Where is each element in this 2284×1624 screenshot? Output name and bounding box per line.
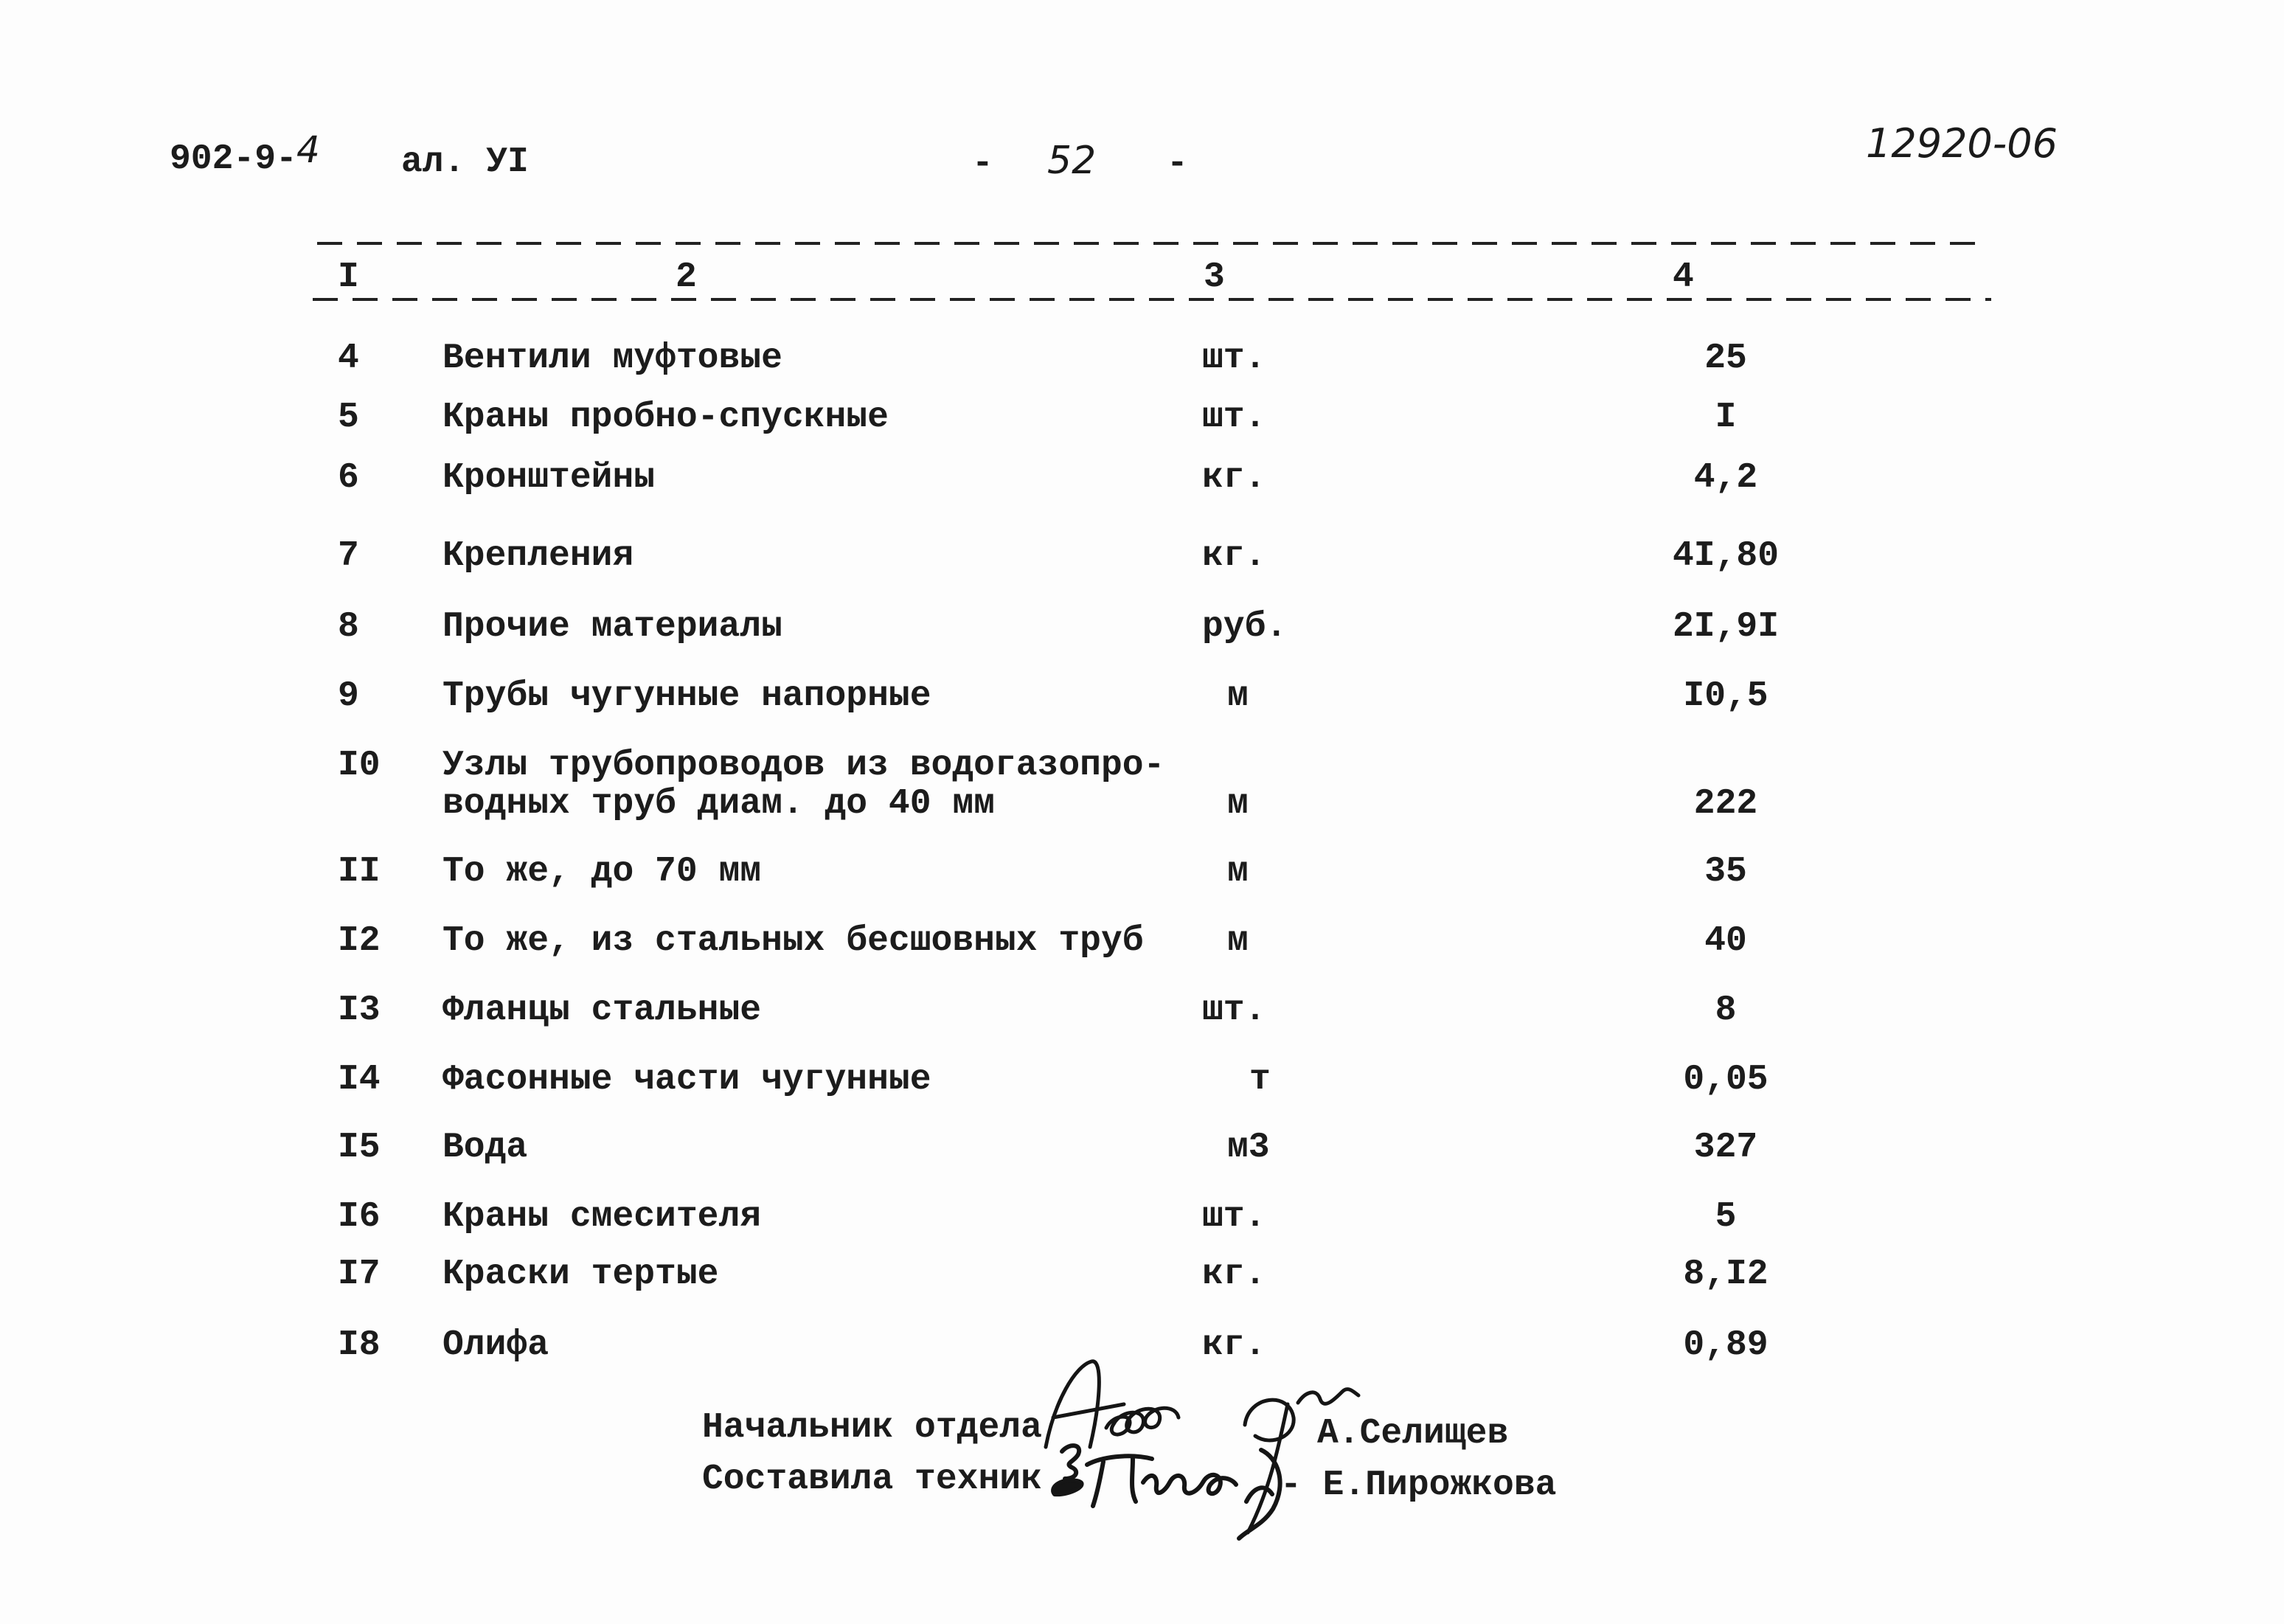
row-item-name-line-2: водных труб диам. до 40 мм	[442, 784, 995, 824]
signature-technician	[1053, 1446, 1280, 1538]
technician-name: - Е.Пирожкова	[1280, 1465, 1557, 1505]
row-quantity: 222	[1693, 784, 1758, 824]
row-unit: кг.	[1202, 536, 1266, 576]
row-item-name: Крепления	[442, 536, 634, 576]
row-item-name: Олифа	[442, 1325, 549, 1365]
row-unit: м	[1227, 921, 1249, 961]
row-number: I6	[338, 1197, 381, 1237]
row-number: I7	[338, 1255, 381, 1294]
row-unit: кг.	[1202, 458, 1266, 498]
row-item-name: Фасонные части чугунные	[442, 1060, 931, 1100]
row-unit: кг.	[1202, 1255, 1266, 1294]
row-item-name: Краны смесителя	[442, 1197, 762, 1237]
row-quantity: 5	[1715, 1197, 1737, 1237]
row-quantity: 0,89	[1683, 1325, 1768, 1365]
head-of-department-name: А.Селищев	[1317, 1414, 1509, 1454]
row-unit: м	[1227, 852, 1249, 892]
row-quantity: 8	[1715, 990, 1737, 1030]
row-number: I8	[338, 1325, 381, 1365]
row-number: 6	[338, 458, 359, 498]
row-number: I2	[338, 921, 381, 961]
row-number: I0	[338, 746, 381, 785]
row-quantity: 4,2	[1693, 458, 1758, 498]
row-quantity: 0,05	[1683, 1060, 1768, 1100]
column-header-2: 2	[676, 257, 697, 297]
row-item-name: Прочие материалы	[442, 607, 782, 647]
row-unit: шт.	[1202, 339, 1266, 378]
row-number: I5	[338, 1128, 381, 1167]
row-number: 8	[338, 607, 359, 647]
row-item-name-line-1: Узлы трубопроводов из водогазопро-	[442, 746, 1165, 785]
column-header-1: I	[338, 257, 359, 297]
row-item-name: Фланцы стальные	[442, 990, 762, 1030]
row-quantity: 327	[1693, 1128, 1758, 1167]
row-item-name: Вентили муфтовые	[442, 339, 782, 378]
row-quantity: 35	[1704, 852, 1747, 892]
row-unit: м	[1227, 784, 1249, 824]
row-quantity: 40	[1704, 921, 1747, 961]
row-item-name: Вода	[442, 1128, 528, 1167]
row-number: 4	[338, 339, 359, 378]
row-item-name: Кронштейны	[442, 458, 656, 498]
row-number: I3	[338, 990, 381, 1030]
head-of-department-title: Начальник отдела	[702, 1408, 1042, 1448]
row-number: II	[338, 852, 381, 892]
row-item-name: Трубы чугунные напорные	[442, 676, 931, 716]
row-quantity: 25	[1704, 339, 1747, 378]
row-item-name: То же, из стальных бесшовных труб	[442, 921, 1144, 961]
row-quantity: 4I,80	[1672, 536, 1780, 576]
album-label: ал. УI	[401, 142, 529, 182]
page-number-dash-left: -	[972, 144, 993, 184]
row-unit: м3	[1227, 1128, 1270, 1167]
row-item-name: Краны пробно-спускные	[442, 398, 889, 437]
document-code-handwritten-suffix: 4	[296, 128, 320, 171]
row-quantity: I0,5	[1683, 676, 1768, 716]
row-unit: т	[1249, 1060, 1271, 1100]
row-unit: кг.	[1202, 1325, 1266, 1365]
technician-title: Составила техник	[702, 1460, 1042, 1499]
archive-number: 12920-06	[1866, 120, 2058, 167]
page-number-dash-right: -	[1167, 144, 1188, 184]
row-quantity: I	[1715, 398, 1737, 437]
row-number: 9	[338, 676, 359, 716]
row-number: 5	[338, 398, 359, 437]
row-quantity: 2I,9I	[1672, 607, 1780, 647]
row-unit: м	[1227, 676, 1249, 716]
column-header-3: 3	[1204, 257, 1225, 297]
row-unit: шт.	[1202, 398, 1266, 437]
row-number: I4	[338, 1060, 381, 1100]
row-unit: шт.	[1202, 990, 1266, 1030]
row-unit: шт.	[1202, 1197, 1266, 1237]
row-quantity: 8,I2	[1683, 1255, 1768, 1294]
row-number: 7	[338, 536, 359, 576]
row-item-name: Краски тертые	[442, 1255, 719, 1294]
row-item-name: То же, до 70 мм	[442, 852, 762, 892]
document-code: 902-9-	[170, 139, 297, 179]
page-number: 52	[1047, 139, 1097, 183]
column-header-4: 4	[1673, 257, 1694, 297]
row-unit: руб.	[1202, 607, 1288, 647]
